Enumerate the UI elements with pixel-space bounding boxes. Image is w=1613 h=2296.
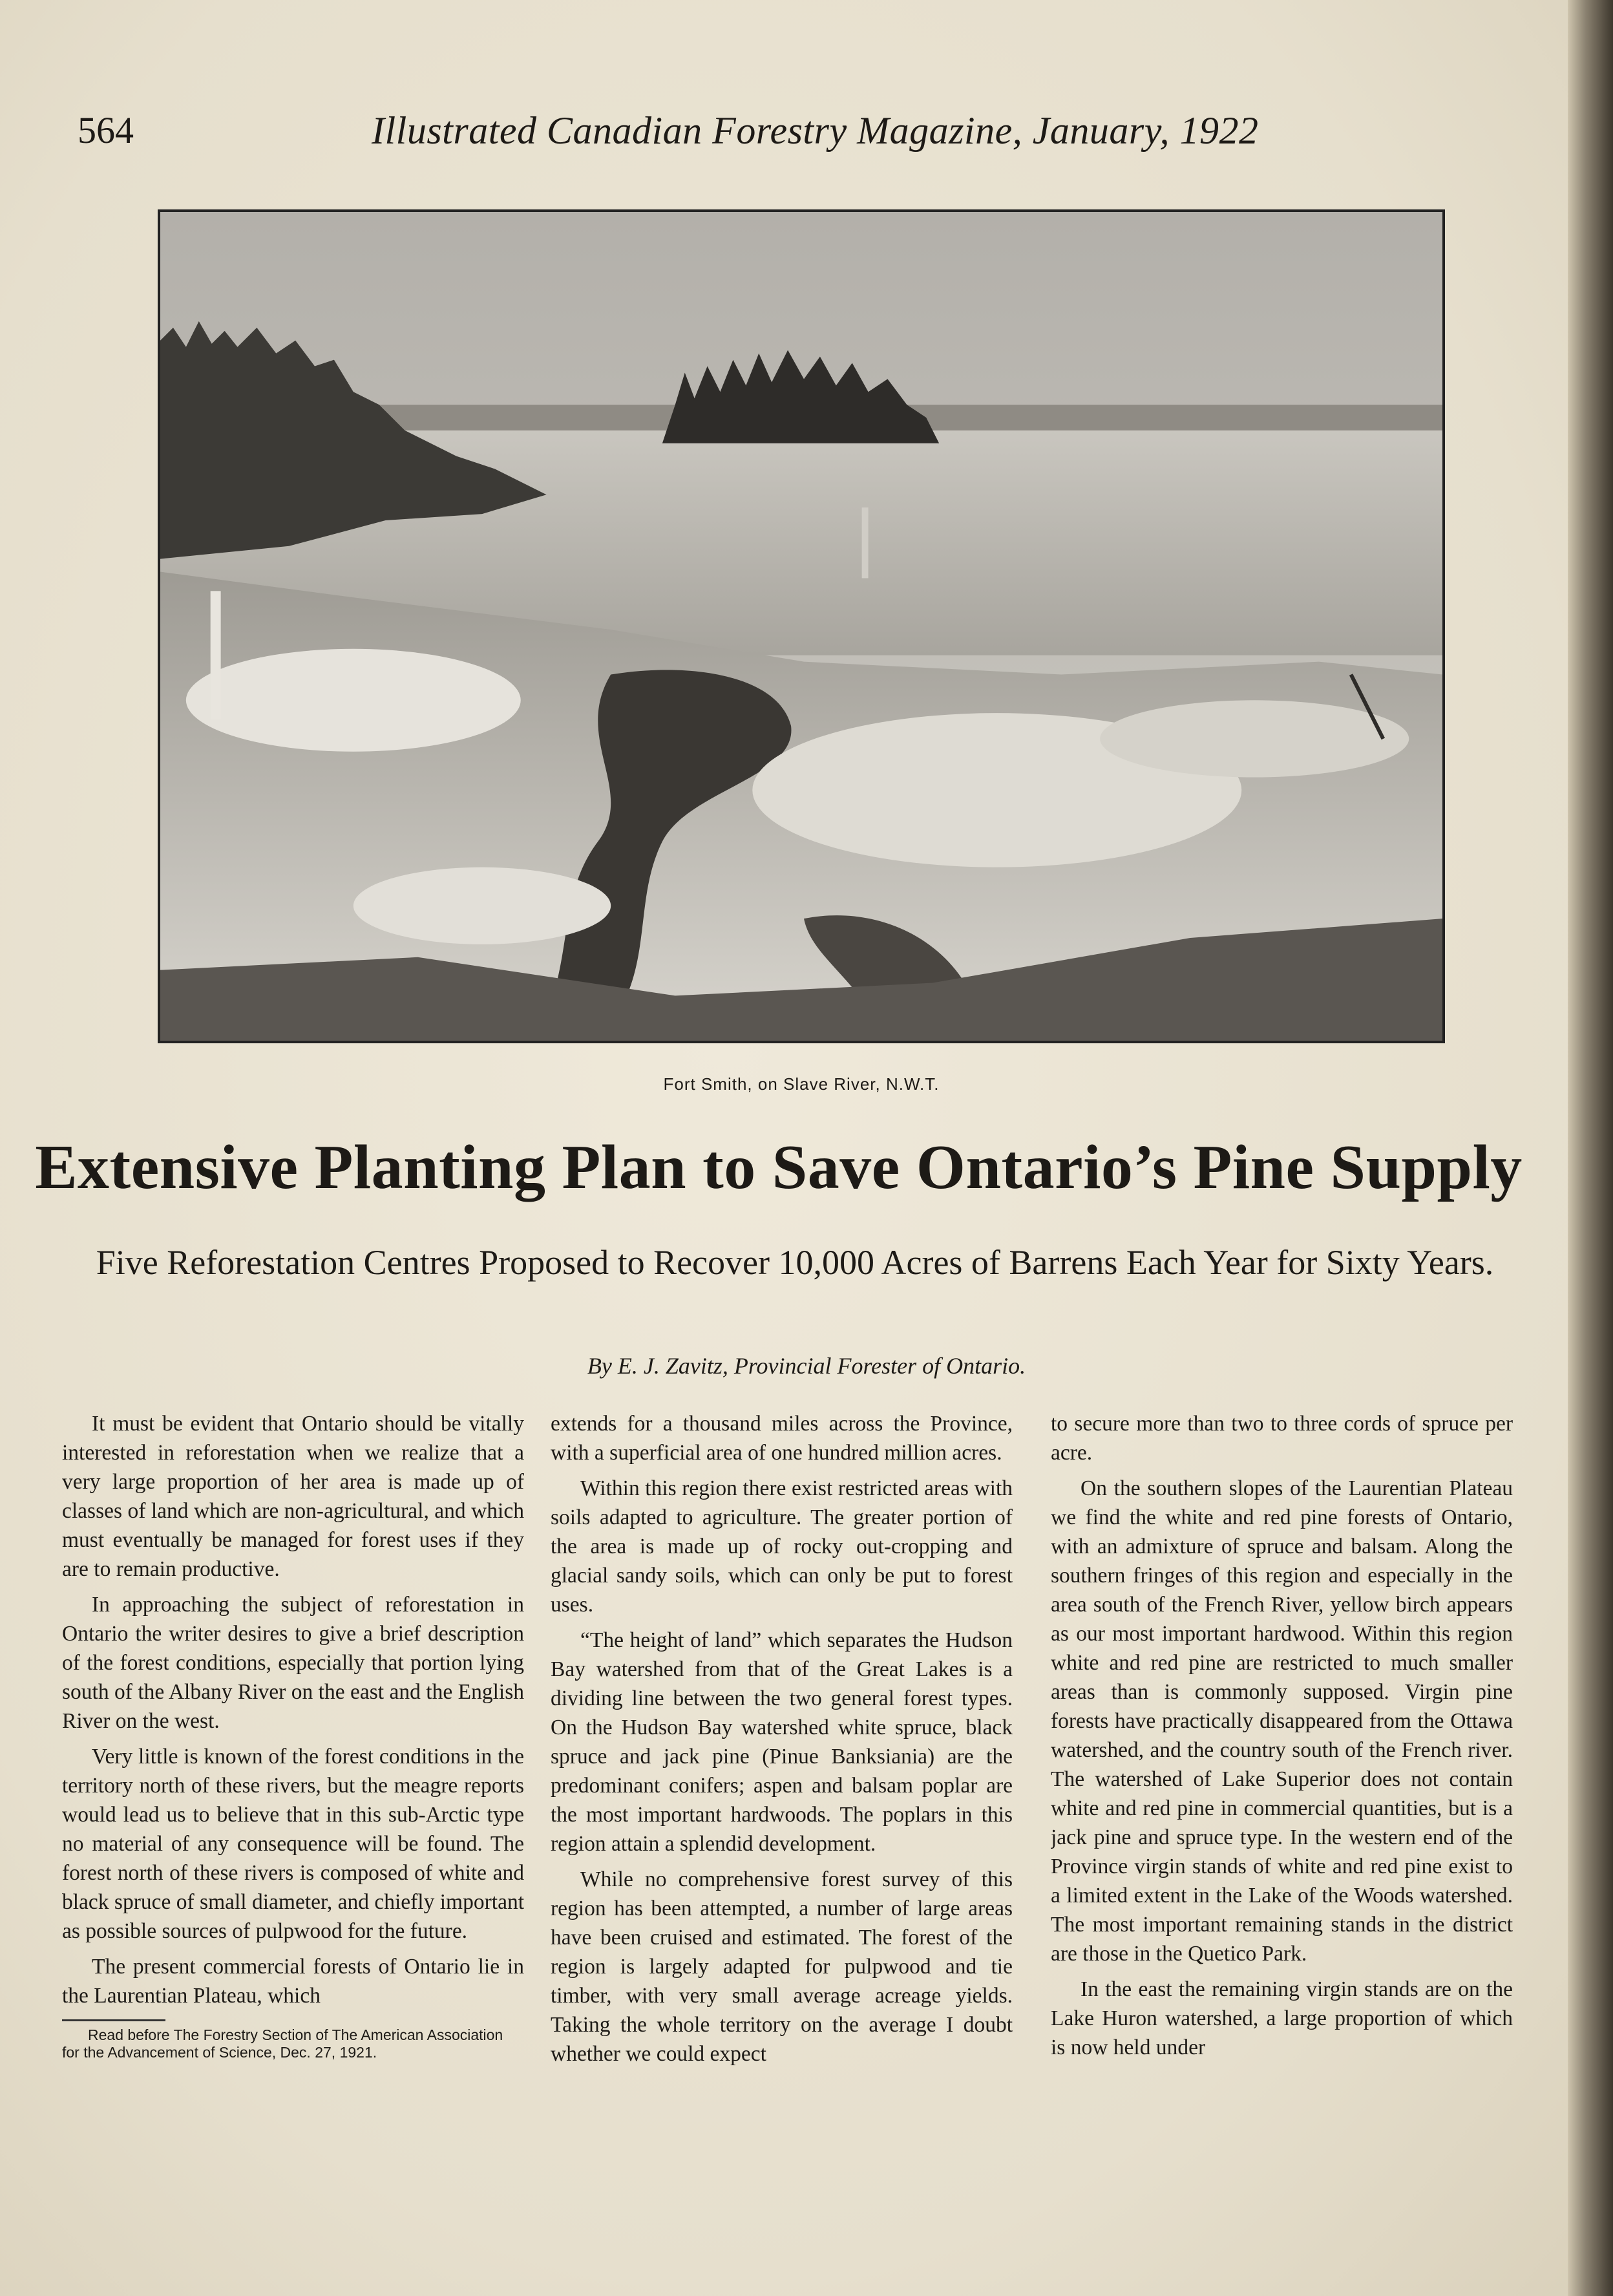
article-column-1: [62, 1409, 524, 2249]
article-column-2: [551, 1409, 1013, 2249]
photo-caption: Fort Smith, on Slave River, N.W.T.: [663, 1074, 940, 1094]
running-head: Illustrated Canadian Forestry Magazine, January, 1922: [372, 109, 1259, 152]
article-byline: By E. J. Zavitz, Provincial Forester of Ontario.: [587, 1353, 1026, 1379]
paragraph: Within this region there exist restricted areas with soils adapted to agriculture. The greater portion of the area is made up of rocky out-cropping and glacial sandy soils, which can only be put to forest uses.: [551, 1476, 1013, 1617]
book-spine-shadow: [1568, 0, 1613, 2296]
paragraph: extends for a thousand miles across the Province, with a superficial area of one hundred million acres.: [551, 1412, 1013, 1465]
page-header: [78, 109, 1259, 160]
paragraph: In the east the remaining virgin stands are on the Lake Huron watershed, a large proportion of which is now held under: [1051, 1977, 1513, 2059]
article-title: Extensive Planting Plan to Save Ontario’s Pine Supply: [35, 1132, 1523, 1202]
paragraph: to secure more than two to three cords of spruce per acre.: [1051, 1412, 1513, 1465]
river-landscape-image: [160, 212, 1442, 1041]
paragraph: Very little is known of the forest conditions in the territory north of these rivers, but the meagre reports would lead us to believe that in this sub-Arctic type no material of any consequence will be found. The forest north of these rivers is composed of white and black spruce of small diameter, and chiefly important as possible sources of pulpwood for the future.: [62, 1745, 524, 1943]
paragraph: It must be evident that Ontario should be vitally interested in reforestation when we realize that a very large proportion of her area is made up of classes of land which are non-agricultural, and which must eventually be managed for forest uses if they are to remain productive.: [62, 1412, 524, 1581]
page-number: 564: [78, 109, 134, 151]
paragraph: In approaching the subject of reforestation in Ontario the writer desires to give a brief description of the forest conditions, especially that portion lying south of the Albany River on the east and the English River on the west.: [62, 1593, 524, 1733]
footnote: Read before The Forestry Section of The American Association for the Advancement of Science, Dec. 27, 1921.: [62, 2026, 503, 2061]
footnote-divider: [62, 2019, 165, 2021]
landscape-photo: [158, 209, 1445, 1043]
paragraph: “The height of land” which separates the Hudson Bay watershed from that of the Great Lakes is a dividing line between the two general forest types. On the Hudson Bay watershed white spruce, black spruce and jack pine (Pinue Banksiania) are the predominant conifers; aspen and balsam poplar are the most important hardwoods. The poplars in this region attain a splendid development.: [551, 1628, 1013, 1856]
paragraph: On the southern slopes of the Laurentian Plateau we find the white and red pine forests of Ontario, with an admixture of spruce and balsam. Along the southern fringes of this region and especially in the area south of the French River, yellow birch appears as our most important hardwood. Within this region white and red pine are restricted to much smaller areas than is commonly supposed. Virgin pine forests have practically disappeared from the Ottawa watershed, and the country south of the French river. The watershed of Lake Superior does not contain white and red pine in commercial quantities, but is a jack pine and spruce type. In the western end of the Province virgin stands of white and red pine exist to a limited extent in the Lake of the Woods watershed. The most important remaining stands in the district are those in the Quetico Park.: [1051, 1476, 1513, 1966]
article-column-3: [1051, 1409, 1513, 2249]
paragraph: The present commercial forests of Ontario lie in the Laurentian Plateau, which: [62, 1955, 524, 2008]
article-subtitle: Five Reforestation Centres Proposed to Recover 10,000 Acres of Barrens Each Year for Sixty Years.: [96, 1243, 1494, 1282]
paragraph: While no comprehensive forest survey of this region has been attempted, a number of large areas have been cruised and estimated. The forest of the region is largely adapted for pulpwood and tie timber, with very small average acreage yields. Taking the whole territory on the average I doubt whether we could expect: [551, 1867, 1013, 2066]
